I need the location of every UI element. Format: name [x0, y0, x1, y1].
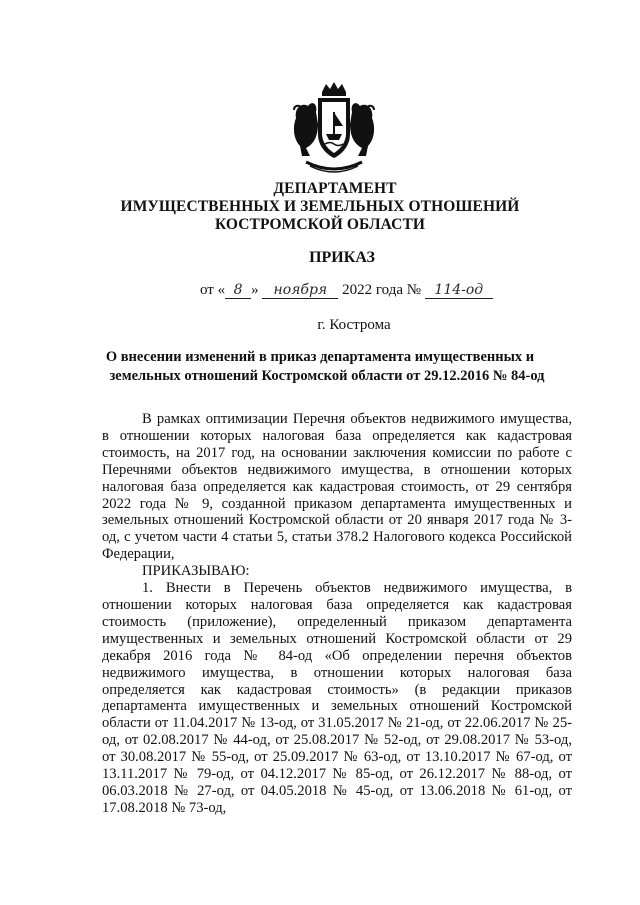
order-title: ПРИКАЗ — [309, 249, 375, 266]
coat-of-arms-emblem — [288, 78, 380, 178]
header-line-1: ДЕПАРТАМЕНТ — [273, 180, 397, 197]
date-month: ноября — [262, 283, 338, 299]
command-word: ПРИКАЗЫВАЮ: — [142, 563, 250, 580]
order-number: 114-од — [425, 283, 493, 299]
city-line: г. Кострома — [317, 317, 391, 333]
preamble-paragraph: В рамках оптимизации Перечня объектов недвижимого имущества, в отношении которых налоговая база определяется как кадастровая стоимость, на 2017 год, на основании заключения комиссии по работе с Перечнями объектов недвижимого имущества, в отношении которых налоговая база определяется как кадастровая стоимость, от 29 сентября 2022 года № 9, созданной приказом департамента имущественных и земельных отношений Костромской области от 20 января 2017 года № 3-од, с учетом части 4 статьи 5, статьи 378.2 Налогового кодекса Российской Федерации, — [102, 411, 572, 563]
date-quote-close: » — [251, 282, 259, 298]
department-header — [0, 180, 640, 234]
clause-1-paragraph: 1. Внести в Перечень объектов недвижимого имущества, в отношении которых налоговая база определяется как кадастровая стоимость (приложение), определенный приказом департамента имущественных и земельных отношений Костромской области от 29 декабря 2016 года № 84-од «Об определении перечня объектов недвижимого имущества, в отношении которых налоговая база определяется как кадастровая стоимость» (в редакции приказов департамента имущественных и земельных отношений Костромской области от 11.04.2017 № 13-од, от 31.05.2017 № 21-од, от 22.06.2017 № 25-од, от 02.08.2017 № 44-од, от 25.08.2017 № 52-од, от 29.08.2017 № 53-од, от 30.08.2017 № 55-од, от 25.09.2017 № 63-од, от 13.10.2017 № 67-од, от 13.11.2017 № 79-од, от 04.12.2017 № 85-од, от 26.12.2017 № 88-од, от 06.03.2018 № 27-од, от 04.05.2018 № 45-од, от 13.06.2018 № 61-од, от 17.08.2018 № 73-од, — [102, 580, 572, 816]
order-subject — [0, 348, 640, 386]
subject-line-2: земельных отношений Костромской области от 29.12.2016 № 84-од — [109, 368, 545, 384]
document-body — [102, 411, 572, 817]
date-day: 8 — [225, 283, 251, 299]
date-prefix: от « — [200, 282, 226, 298]
order-date-line — [200, 282, 493, 299]
header-line-3: КОСТРОМСКОЙ ОБЛАСТИ — [214, 216, 426, 233]
subject-line-1: О внесении изменений в приказ департамента имущественных и — [105, 349, 535, 365]
header-line-2: ИМУЩЕСТВЕННЫХ И ЗЕМЕЛЬНЫХ ОТНОШЕНИЙ — [120, 198, 520, 215]
date-year-text: 2022 года № — [342, 282, 422, 298]
